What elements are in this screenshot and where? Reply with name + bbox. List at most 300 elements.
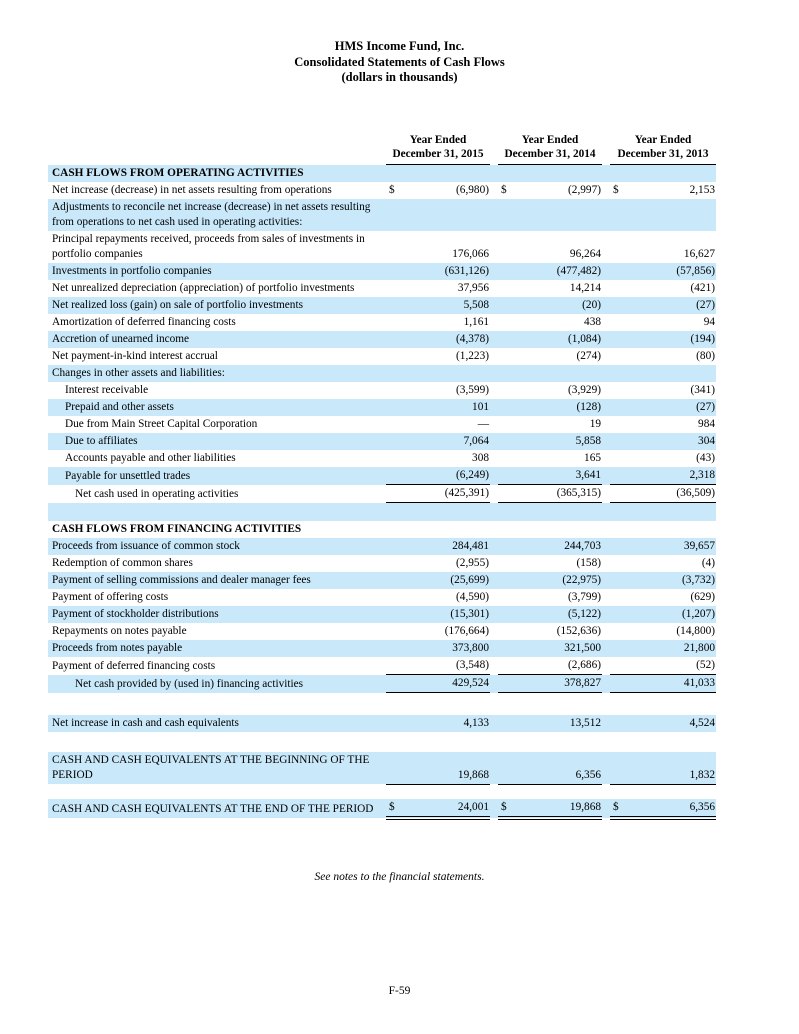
value-2015: (425,391) [402, 485, 490, 503]
table-row [48, 555, 716, 572]
table-row [48, 331, 716, 348]
currency-symbol-2015 [386, 467, 402, 485]
value-2014: 244,703 [564, 540, 601, 552]
column-header-line1: Year Ended [521, 134, 579, 146]
currency-symbol-2014 [498, 752, 514, 784]
currency-symbol-2015 [386, 752, 402, 784]
value-2013: (421) [690, 282, 715, 294]
table-row [48, 433, 716, 450]
value-2014 [514, 199, 602, 231]
currency-symbol-2015 [386, 485, 402, 503]
row-label: Proceeds from issuance of common stock [52, 540, 240, 552]
table-row [48, 589, 716, 606]
value-2013: (341) [690, 384, 715, 396]
currency-symbol-2013 [610, 606, 626, 623]
value-2014: (3,929) [568, 384, 601, 396]
column-gap [490, 416, 498, 433]
column-gap [490, 297, 498, 314]
value-2013: 4,524 [689, 717, 715, 729]
row-label: Due from Main Street Capital Corporation [65, 418, 258, 430]
column-gap [490, 231, 498, 263]
value-2014: 438 [584, 316, 601, 328]
table-row [48, 799, 716, 818]
table-row [48, 657, 716, 675]
column-gap [490, 589, 498, 606]
column-gap [490, 675, 498, 693]
value-2014: (477,482) [556, 265, 601, 277]
currency-symbol-2015 [386, 450, 402, 467]
column-gap [602, 623, 610, 640]
column-gap [602, 538, 610, 555]
currency-symbol-2014 [498, 640, 514, 657]
value-2014: (128) [576, 401, 601, 413]
currency-symbol-2013 [610, 538, 626, 555]
value-2015: (4,378) [456, 333, 489, 345]
currency-symbol-2013 [610, 623, 626, 640]
column-gap [490, 606, 498, 623]
label-column-header [48, 133, 386, 165]
column-gap [602, 331, 610, 348]
currency-symbol-2014 [498, 314, 514, 331]
table-row [48, 485, 716, 503]
column-gap [490, 715, 498, 732]
table-row [48, 348, 716, 365]
table-row [48, 399, 716, 416]
currency-symbol-2013 [610, 416, 626, 433]
currency-symbol-2013 [610, 280, 626, 297]
cash-flow-table [48, 133, 716, 820]
table-row [48, 538, 716, 555]
value-2013: (14,800) [676, 625, 715, 637]
column-gap [490, 348, 498, 365]
row-label: Proceeds from notes payable [52, 642, 183, 654]
column-gap [602, 399, 610, 416]
value-2013: (3,732) [682, 574, 715, 586]
value-2014: 3,641 [514, 467, 602, 485]
row-label: Accretion of unearned income [52, 333, 190, 345]
value-2014: 6,356 [514, 752, 602, 784]
value-2015: (15,301) [450, 608, 489, 620]
row-label: Payment of offering costs [52, 591, 169, 603]
currency-symbol-2014 [498, 485, 514, 503]
table-row [48, 231, 716, 263]
currency-symbol-2015 [386, 331, 402, 348]
column-gap [490, 199, 498, 231]
value-2013: (80) [696, 350, 715, 362]
spacer-cell [48, 784, 716, 799]
value-2015: 7,064 [463, 435, 489, 447]
column-gap [490, 314, 498, 331]
currency-symbol-2014 [498, 348, 514, 365]
value-2014: (20) [582, 299, 601, 311]
column-gap [602, 263, 610, 280]
currency-symbol-2015 [386, 399, 402, 416]
header-row [48, 133, 716, 165]
column-gap [490, 485, 498, 503]
column-gap [602, 297, 610, 314]
table-row [48, 382, 716, 399]
currency-symbol-2014 [498, 572, 514, 589]
column-gap [490, 331, 498, 348]
value-2015: 5,508 [463, 299, 489, 311]
value-2015: 4,133 [463, 717, 489, 729]
row-label: Net unrealized depreciation (appreciation) of portfolio investments [52, 282, 355, 294]
row-label: CASH AND CASH EQUIVALENTS AT THE END OF THE PERIOD [52, 802, 374, 815]
table-row [48, 623, 716, 640]
table-row [48, 263, 716, 280]
spacer-row [48, 503, 716, 522]
currency-symbol-2015 [386, 715, 402, 732]
row-label: Amortization of deferred financing costs [52, 316, 236, 328]
currency-symbol-2013 [610, 715, 626, 732]
column-header-line1: Year Ended [634, 134, 692, 146]
column-gap [602, 606, 610, 623]
section-header-row [48, 521, 716, 538]
value-2015: (6,980) [456, 184, 489, 196]
statement-title: Consolidated Statements of Cash Flows [294, 54, 505, 69]
row-label: Payment of deferred financing costs [52, 659, 216, 672]
currency-symbol-2013 [610, 263, 626, 280]
table-body [48, 165, 716, 818]
page-number: F-59 [388, 985, 411, 997]
currency-symbol-2014 [498, 467, 514, 485]
spacer-row [48, 732, 716, 752]
value-2015: 37,956 [457, 282, 489, 294]
value-2013: 16,627 [683, 248, 715, 260]
value-2013: 1,832 [626, 752, 716, 784]
column-header-2013 [610, 133, 716, 165]
column-gap [602, 675, 610, 693]
currency-symbol-2015 [386, 572, 402, 589]
column-gap [490, 263, 498, 280]
value-2013: (36,509) [626, 485, 716, 503]
value-2015: 1,161 [463, 316, 489, 328]
value-2015: 284,481 [452, 540, 489, 552]
section-title: CASH FLOWS FROM FINANCING ACTIVITIES [52, 523, 302, 535]
value-2013: 2,153 [689, 184, 715, 196]
document-title [0, 39, 799, 86]
currency-symbol-2014 [498, 263, 514, 280]
currency-symbol-2013 [610, 314, 626, 331]
value-2013: 39,657 [683, 540, 715, 552]
table-row [48, 467, 716, 485]
currency-symbol-2013 [610, 297, 626, 314]
currency-symbol-2013 [610, 365, 626, 382]
currency-symbol-2014 [498, 365, 514, 382]
currency-symbol-2014 [498, 199, 514, 231]
currency-symbol-2015 [386, 263, 402, 280]
column-gap [602, 752, 610, 784]
value-2014: (1,084) [568, 333, 601, 345]
value-2013: (4) [701, 557, 715, 569]
column-gap [490, 450, 498, 467]
currency-symbol-2014 [498, 399, 514, 416]
currency-symbol-2013: $ [613, 184, 619, 196]
row-label: Investments in portfolio companies [52, 265, 212, 277]
column-gap [490, 382, 498, 399]
currency-symbol-2014: $ [501, 184, 507, 196]
currency-symbol-2013 [610, 572, 626, 589]
value-2015: (3,599) [456, 384, 489, 396]
value-2014: 13,512 [569, 717, 601, 729]
row-label: Redemption of common shares [52, 557, 193, 569]
column-gap [490, 538, 498, 555]
currency-symbol-2015 [386, 657, 402, 675]
currency-symbol-2013 [610, 555, 626, 572]
column-gap [490, 365, 498, 382]
currency-symbol-2014 [498, 297, 514, 314]
currency-symbol-2013 [610, 485, 626, 503]
value-2015: 176,066 [452, 248, 489, 260]
spacer-row [48, 693, 716, 716]
value-2015: (4,590) [456, 591, 489, 603]
currency-symbol-2015 [386, 606, 402, 623]
currency-symbol-2013 [610, 399, 626, 416]
column-header-2014 [498, 133, 602, 165]
column-gap [602, 589, 610, 606]
table-row [48, 297, 716, 314]
spacer-cell [48, 693, 716, 716]
table-row [48, 752, 716, 784]
currency-symbol-2013 [610, 589, 626, 606]
section-title: CASH FLOWS FROM OPERATING ACTIVITIES [52, 167, 304, 179]
value-2014 [514, 365, 602, 382]
currency-symbol-2015 [386, 365, 402, 382]
value-2013: (194) [690, 333, 715, 345]
table-row [48, 280, 716, 297]
spacer-cell [48, 732, 716, 752]
company-name: HMS Income Fund, Inc. [334, 39, 465, 53]
currency-symbol-2015 [386, 416, 402, 433]
row-label: Repayments on notes payable [52, 625, 187, 637]
currency-symbol-2015 [386, 231, 402, 263]
value-2014: (158) [576, 557, 601, 569]
value-2015: 373,800 [452, 642, 489, 654]
value-2014: 96,264 [569, 248, 601, 260]
column-gap [602, 348, 610, 365]
value-2015 [402, 365, 490, 382]
currency-symbol-2015 [386, 314, 402, 331]
table-row [48, 640, 716, 657]
value-2015: (3,548) [402, 657, 490, 675]
column-gap [602, 715, 610, 732]
footer-note: See notes to the financial statements. [314, 871, 485, 883]
value-2015 [402, 199, 490, 231]
value-2013: 6,356 [626, 799, 716, 818]
currency-symbol-2013 [610, 450, 626, 467]
row-label: Principal repayments received, proceeds from sales of investments in portfolio companies [52, 233, 365, 260]
value-2014: (2,997) [568, 184, 601, 196]
column-gap [602, 314, 610, 331]
value-2013: 984 [698, 418, 715, 430]
row-label: Prepaid and other assets [65, 401, 174, 413]
table-row [48, 675, 716, 693]
value-2013: (27) [696, 401, 715, 413]
value-2013 [626, 199, 716, 231]
currency-symbol-2013 [610, 199, 626, 231]
table-row [48, 314, 716, 331]
column-header-line2: December 31, 2013 [617, 147, 709, 160]
value-2015: 19,868 [402, 752, 490, 784]
column-gap [602, 450, 610, 467]
currency-symbol-2015 [386, 348, 402, 365]
currency-symbol-2014 [498, 450, 514, 467]
column-gap [490, 399, 498, 416]
value-2014: 5,858 [575, 435, 601, 447]
currency-symbol-2015 [386, 297, 402, 314]
currency-symbol-2015 [386, 555, 402, 572]
column-header-line2: December 31, 2015 [392, 147, 484, 160]
row-label: Net increase in cash and cash equivalents [52, 717, 239, 729]
currency-symbol-2014 [498, 675, 514, 693]
table-row [48, 416, 716, 433]
value-2014: (2,686) [514, 657, 602, 675]
column-gap [490, 467, 498, 485]
currency-symbol-2014 [498, 623, 514, 640]
currency-symbol-2014 [498, 555, 514, 572]
column-gap [490, 572, 498, 589]
row-label: Payment of stockholder distributions [52, 608, 219, 620]
column-gap [602, 382, 610, 399]
value-2014: 378,827 [514, 675, 602, 693]
currency-symbol-2013 [610, 640, 626, 657]
column-gap [490, 799, 498, 818]
column-gap [602, 280, 610, 297]
column-gap [490, 640, 498, 657]
value-2015: (176,664) [444, 625, 489, 637]
column-gap [490, 752, 498, 784]
currency-symbol-2013 [610, 231, 626, 263]
column-gap [602, 799, 610, 818]
table-row [48, 182, 716, 199]
column-gap [490, 623, 498, 640]
value-2014: (274) [576, 350, 601, 362]
currency-symbol-2015 [386, 675, 402, 693]
currency-symbol-2013 [610, 331, 626, 348]
row-label: Accounts payable and other liabilities [65, 452, 236, 464]
currency-symbol-2013 [610, 467, 626, 485]
value-2013: (52) [626, 657, 716, 675]
value-2015: (25,699) [450, 574, 489, 586]
table-row [48, 606, 716, 623]
row-label: Net realized loss (gain) on sale of portfolio investments [52, 299, 303, 311]
table-row [48, 365, 716, 382]
row-label: Net increase (decrease) in net assets resulting from operations [52, 184, 332, 196]
column-gap [490, 433, 498, 450]
value-2015: 308 [472, 452, 489, 464]
currency-symbol-2014 [498, 606, 514, 623]
value-2014: (22,975) [562, 574, 601, 586]
value-2015: (6,249) [402, 467, 490, 485]
row-label: Interest receivable [65, 384, 149, 396]
value-2014: (152,636) [556, 625, 601, 637]
column-gap [602, 433, 610, 450]
value-2013: 304 [698, 435, 715, 447]
row-label: CASH AND CASH EQUIVALENTS AT THE BEGINNING OF THE PERIOD [52, 754, 370, 781]
currency-symbol-2015 [386, 199, 402, 231]
currency-symbol-2014 [498, 416, 514, 433]
currency-symbol-2014 [498, 331, 514, 348]
column-gap [602, 365, 610, 382]
value-2014: 19 [589, 418, 601, 430]
spacer-cell [48, 503, 716, 522]
row-label: Net cash used in operating activities [75, 487, 239, 500]
column-gap [490, 280, 498, 297]
currency-symbol-2014: $ [498, 799, 514, 818]
column-header-2015 [386, 133, 490, 165]
table-row [48, 715, 716, 732]
currency-symbol-2014 [498, 231, 514, 263]
column-gap [602, 657, 610, 675]
row-label: Adjustments to reconcile net increase (decrease) in net assets resulting from operations to net cash used in operating activities: [52, 201, 371, 228]
value-2013: 94 [703, 316, 715, 328]
currency-symbol-2015 [386, 538, 402, 555]
value-2014: 19,868 [514, 799, 602, 818]
row-label: Changes in other assets and liabilities: [52, 367, 225, 379]
column-gap [490, 657, 498, 675]
column-gap [602, 572, 610, 589]
value-2013: (43) [696, 452, 715, 464]
currency-symbol-2014 [498, 657, 514, 675]
currency-symbol-2015: $ [389, 184, 395, 196]
row-label: Net payment-in-kind interest accrual [52, 350, 218, 362]
column-gap [602, 640, 610, 657]
currency-symbol-2013 [610, 675, 626, 693]
units-note: (dollars in thousands) [341, 70, 458, 84]
currency-symbol-2014 [498, 433, 514, 450]
currency-symbol-2015 [386, 623, 402, 640]
currency-symbol-2014 [498, 382, 514, 399]
column-gap [602, 133, 610, 165]
currency-symbol-2015 [386, 589, 402, 606]
column-gap [602, 416, 610, 433]
currency-symbol-2015: $ [386, 799, 402, 818]
table-row [48, 450, 716, 467]
value-2013: (57,856) [676, 265, 715, 277]
column-gap [602, 485, 610, 503]
currency-symbol-2013 [610, 752, 626, 784]
row-label: Due to affiliates [65, 435, 138, 447]
value-2013: 41,033 [626, 675, 716, 693]
currency-symbol-2015 [386, 280, 402, 297]
table-row [48, 199, 716, 231]
column-gap [602, 199, 610, 231]
value-2015: (1,223) [456, 350, 489, 362]
value-2013: (1,207) [682, 608, 715, 620]
value-2015: — [477, 418, 489, 430]
currency-symbol-2013: $ [610, 799, 626, 818]
value-2015: (2,955) [456, 557, 489, 569]
currency-symbol-2015 [386, 433, 402, 450]
column-gap [602, 555, 610, 572]
currency-symbol-2014 [498, 715, 514, 732]
currency-symbol-2013 [610, 657, 626, 675]
row-label: Payment of selling commissions and dealer manager fees [52, 574, 311, 586]
value-2013: (27) [696, 299, 715, 311]
column-gap [602, 182, 610, 199]
value-2014: 321,500 [564, 642, 601, 654]
table-row [48, 572, 716, 589]
section-header-row [48, 165, 716, 183]
row-label: Payable for unsettled trades [65, 469, 191, 482]
value-2015: 24,001 [402, 799, 490, 818]
currency-symbol-2013 [610, 433, 626, 450]
value-2014: (5,122) [568, 608, 601, 620]
currency-symbol-2013 [610, 382, 626, 399]
column-header-line1: Year Ended [409, 134, 467, 146]
currency-symbol-2015 [386, 640, 402, 657]
column-gap [490, 555, 498, 572]
